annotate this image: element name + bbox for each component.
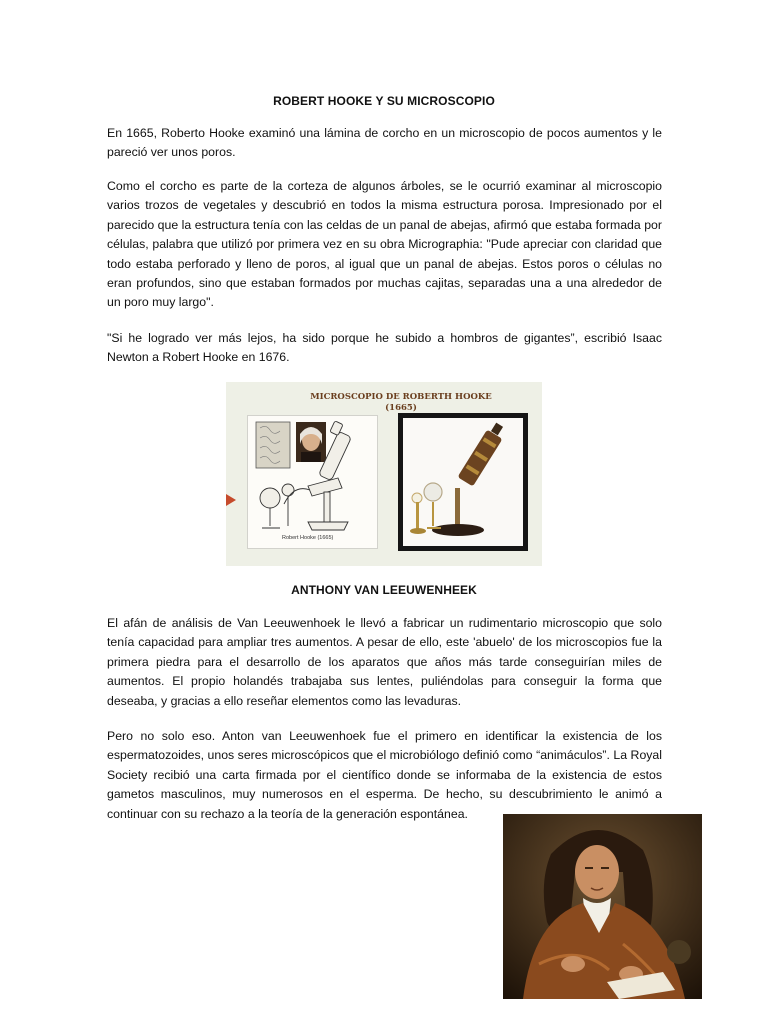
microscope-photo-illustration xyxy=(403,418,523,546)
paragraph-leeuwenhoek-microscope: El afán de análisis de Van Leeuwenhoek le llevó a fabricar un rudimentario microscopio que solo tenía capacidad para ampliar tres aumentos. A pesar de ello, este 'abuelo' de los microscopios fue la primera piedra para el desarrollo de los aparatos que años más tarde conseguirían miles de aumentos. El propio holandés trabajaba sus lentes, puliéndolas para conseguir la forma que deseaba, y gracias a ello reseñar elementos como las levaduras. xyxy=(107,616,662,708)
leeuwenhoek-portrait-image xyxy=(503,814,702,999)
figure-title-year: (1665) xyxy=(385,403,417,413)
paragraph-hooke-cells: Como el corcho es parte de la corteza de algunos árboles, se le ocurrió examinar al microscopio varios trozos de vegetales y descubrió en todos la misma estructura porosa. Impresionado por el parecido que la estructura tenía con las celdas de un panal de abejas, afirmó que estaba formada por células, palabra que utilizó por primera vez en su obra Micrographia: "Pude apreciar con claridad que todo estaba perforado y lleno de poros, al igual que un panal de abejas. Estos poros o células no eran profundos, sino que estaban formados por muchas cajitas, separadas una a una alrededor de un poro muy largo". xyxy=(107,179,662,310)
hooke-engraving-illustration xyxy=(248,416,377,548)
section-title-hooke: ROBERT HOOKE Y SU MICROSCOPIO xyxy=(273,94,495,108)
arrow-decoration-icon xyxy=(226,494,236,506)
microscope-photo xyxy=(403,418,523,546)
figure-title xyxy=(286,392,516,414)
paragraph-hooke-intro: En 1665, Roberto Hooke examinó una lámina de corcho en un microscopio de pocos aumentos y le pareció ver unos poros. xyxy=(107,126,662,160)
paragraph-leeuwenhoek-discoveries: Pero no solo eso. Anton van Leeuwenhoek fue el primero en identificar la existencia de los espermatozoides, unos seres microscópicos que el microbiólogo definió como “animáculos”. La Royal Society recibió una carta firmada por el científico donde se informaba de la existencia de estos gametos masculinos, muy numerosos en el esperma. De hecho, su descubrimiento le animó a continuar con su rechazo a la teoría de la generación espontánea. xyxy=(107,729,662,821)
hooke-microscope-figure xyxy=(226,382,542,566)
paragraph-newton-quote: "Si he logrado ver más lejos, ha sido porque he subido a hombros de gigantes”, escribió Isaac Newton a Robert Hooke en 1676. xyxy=(107,331,662,365)
hooke-engraving-panel xyxy=(247,415,378,549)
section-title-leeuwenhoek: ANTHONY VAN LEEUWENHEEK xyxy=(291,583,477,597)
figure-caption: Robert Hooke (1665) xyxy=(282,535,334,541)
leeuwenhoek-portrait-illustration xyxy=(503,814,702,999)
microscope-photo-frame xyxy=(398,413,528,551)
figure-title-text: MICROSCOPIO DE ROBERTH HOOKE xyxy=(310,392,492,402)
